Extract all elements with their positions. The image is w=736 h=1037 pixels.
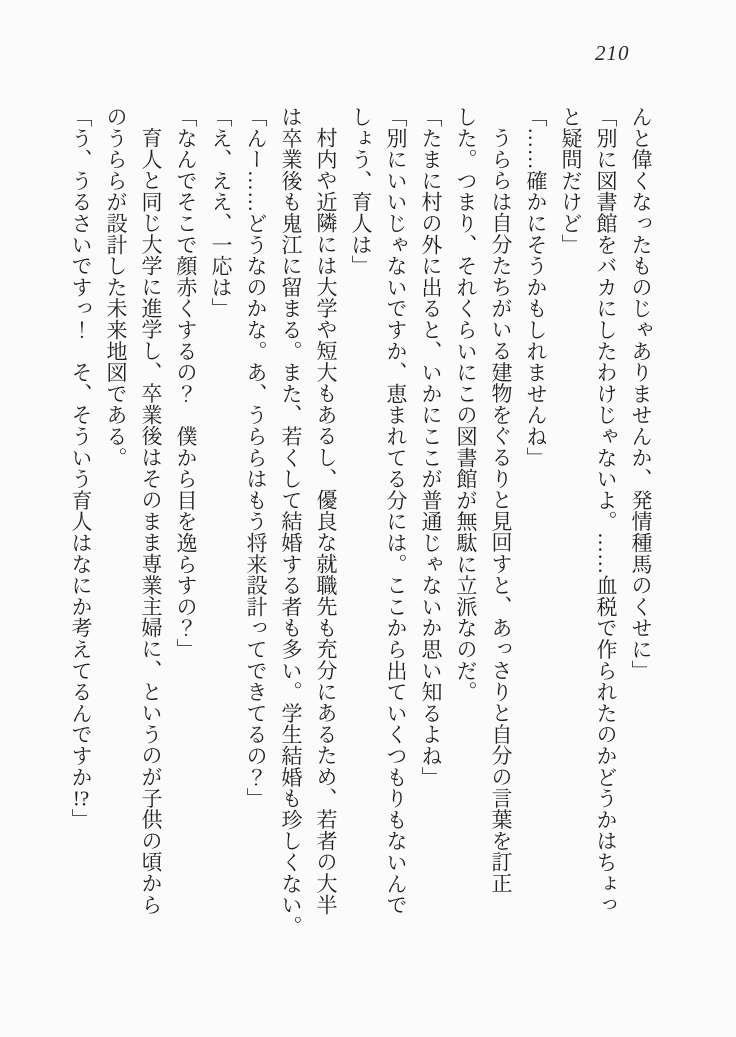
page-number: 210 (595, 41, 630, 65)
text-column: うららは自分たちがいる建物をぐるりと見回すと、あっさりと自分の言葉を訂正 (489, 127, 513, 894)
text-column: した。つまり、それくらいにこの図書館が無駄に立派なのだ。 (454, 106, 478, 703)
text-column: 「たまに村の外に出ると、いかにここが普通じゃないか思い知るよね」 (419, 106, 443, 788)
text-column: 村内や近隣には大学や短大もあるし、優良な就職先も充分にあるため、若者の大半 (314, 127, 338, 916)
text-column: 「別にいいじゃないですか、恵まれてる分には。ここから出ていくつもりもないんで (384, 106, 408, 916)
text-column: 「別に図書館をバカにしたわけじゃないよ。……血税で作られたのかどうかはちょっ (594, 106, 618, 916)
text-column: 「なんでそこで顔赤くするの？ 僕から目を逸らすの？」 (174, 106, 198, 660)
text-column: しょう、育人は」 (349, 106, 373, 277)
text-column: 「う、うるさいですっ！ そ、そういう育人はなにか考えてるんですか!?」 (69, 106, 93, 830)
text-block (61, 106, 658, 937)
text-column: と疑問だけど」 (559, 106, 583, 256)
text-column: んと偉くなったものじゃありませんか、発情種馬のくせに」 (629, 106, 653, 682)
text-column: は卒業後も鬼江に留まる。また、若くして結婚する者も多い。学生結婚も珍しくない。 (279, 106, 303, 937)
text-column: 「んー……どうなのかな。あ、うららはもう将来設計ってできてるの？」 (244, 106, 268, 809)
text-column: 育人と同じ大学に進学し、卒業後はそのまま専業主婦に、というのが子供の頃から (139, 127, 163, 916)
text-column: 「え、ええ、一応は」 (209, 106, 233, 319)
text-column: 「……確かにそうかもしれませんね」 (524, 106, 548, 469)
text-column: のうららが設計した未来地図である。 (104, 106, 128, 469)
